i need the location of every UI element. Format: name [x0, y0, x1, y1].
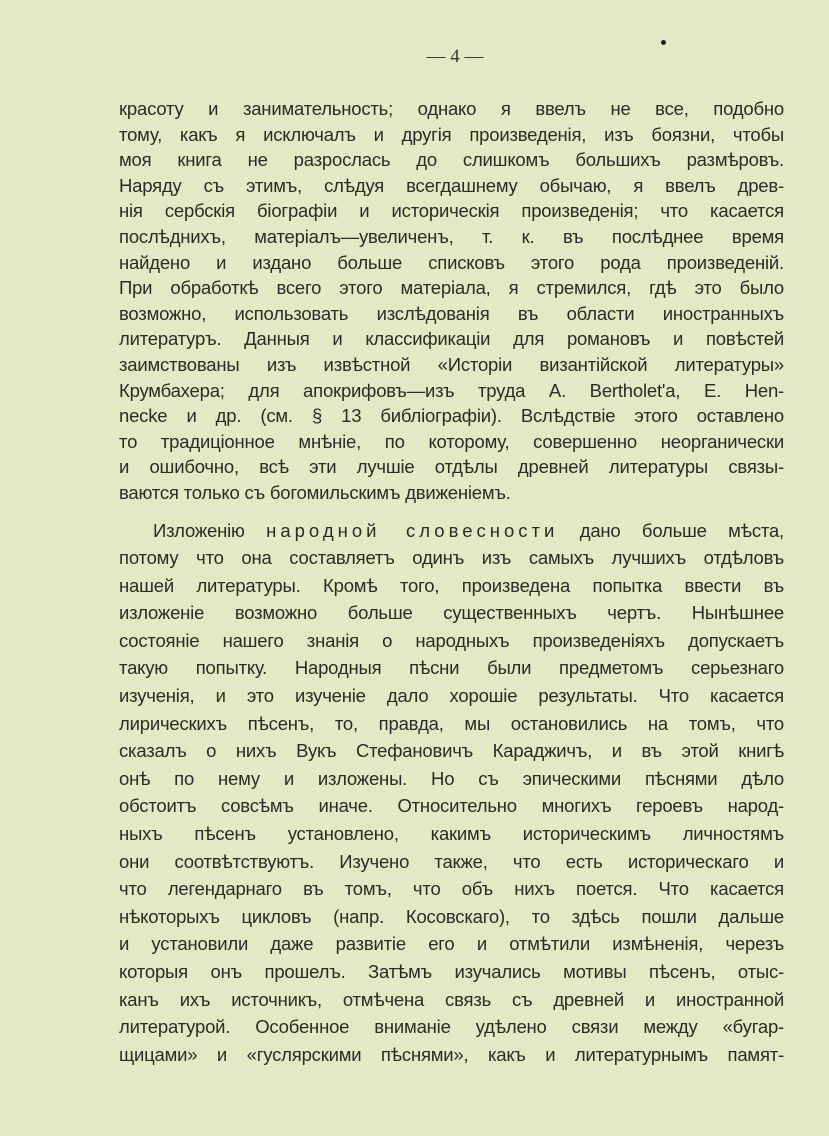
- text-line: тому, какъ я исключалъ и другія произведенія, изъ боязни, чтобы: [119, 123, 784, 145]
- text-line: При обработкѣ всего этого матеріала, я стремился, гдѣ это было: [119, 277, 784, 299]
- text-line: состояніе нашего знанія о народныхъ произведеніяхъ допускаетъ: [119, 629, 784, 651]
- text-line: то традиціонное мнѣніе, по которому, совершенно неорганически: [119, 430, 784, 452]
- text-line: сказалъ о нихъ Вукъ Стефановичъ Караджичъ, и въ этой книгѣ: [119, 740, 784, 762]
- text-line: обстоитъ совсѣмъ иначе. Относительно многихъ героевъ народ-: [119, 795, 784, 817]
- text-line: и установили даже развитіе его и отмѣтили измѣненія, черезъ: [119, 933, 784, 955]
- text-line: красоту и занимательность; однако я ввелъ не все, подобно: [119, 98, 784, 119]
- text-line: и ошибочно, всѣ эти лучшіе отдѣлы древней литературы связы-: [119, 456, 784, 478]
- text-line: потому что она составляетъ одинъ изъ самыхъ лучшихъ отдѣловъ: [119, 547, 784, 569]
- text-line: заимствованы изъ извѣстной «Исторіи византійской литературы»: [119, 353, 784, 375]
- text-line: литературъ. Данныя и классификаціи для романовъ и повѣстей: [119, 328, 784, 350]
- text-line: онѣ по нему и изложены. Но съ эпическими пѣснями дѣло: [119, 767, 784, 789]
- text-line: necke и др. (см. § 13 библіографіи). Вслѣдствіе этого оставлено: [119, 405, 784, 427]
- text-line: ваются только съ богомильскимъ движеніемъ.: [119, 481, 511, 503]
- text-line: изложеніе возможно больше существенныхъ чертъ. Нынѣшнее: [119, 602, 784, 624]
- paragraph-2: [119, 517, 784, 1069]
- text-line: которыя онъ прошелъ. Затѣмъ изучались мотивы пѣсенъ, отыс-: [119, 961, 784, 982]
- text-line: изученія, и это изученіе дало хорошіе результаты. Что касается: [119, 685, 784, 707]
- text-line: моя книга не разрослась до слишкомъ большихъ размѣровъ.: [119, 149, 784, 171]
- text-line: они соотвѣтствуютъ. Изучено также, что есть историческаго и: [119, 850, 784, 872]
- text-line: [119, 517, 784, 545]
- text-line: лирическихъ пѣсенъ, то, правда, мы остановились на томъ, что: [119, 712, 784, 734]
- text-line: канъ ихъ источникъ, отмѣчена связь съ древней и иностранной: [119, 988, 784, 1010]
- text-span: Изложенію: [153, 519, 245, 541]
- text-line: Наряду съ этимъ, слѣдуя всегдашнему обычаю, я ввелъ древ-: [119, 174, 784, 196]
- text-line: нѣкоторыхъ цикловъ (напр. Косовскаго), то здѣсь пошли дальше: [119, 905, 784, 927]
- text-line: литературой. Особенное вниманіе удѣлено связи между «бугар-: [119, 1016, 784, 1038]
- text-line: нія сербскія біографіи и историческія произведенія; что касается: [119, 200, 784, 222]
- text-line: щицами» и «гуслярскими пѣснями», какъ и литературнымъ памят-: [119, 1043, 784, 1065]
- ink-speck: [661, 40, 666, 45]
- emphasized-text: народной словесности: [266, 519, 559, 541]
- page-number: — 4 —: [426, 46, 484, 67]
- text-line: послѣднихъ, матеріалъ—увеличенъ, т. к. въ послѣднее время: [119, 225, 784, 247]
- text-line: возможно, использовать изслѣдованія въ области иностранныхъ: [119, 302, 784, 324]
- body-text: [119, 96, 784, 1068]
- text-line: нашей литературы. Кромѣ того, произведена попытка ввести въ: [119, 574, 784, 596]
- text-line: что легендарнаго въ томъ, что объ нихъ поется. Что касается: [119, 878, 784, 900]
- paragraph-1: [119, 96, 784, 506]
- text-span: дано больше мѣста,: [579, 519, 784, 541]
- text-line: такую попытку. Народныя пѣсни были предметомъ серьезнаго: [119, 657, 784, 679]
- text-line: Крумбахера; для апокрифовъ—изъ труда A. Bertholet'a, E. Hen-: [119, 379, 784, 401]
- text-line: ныхъ пѣсенъ установлено, какимъ историческимъ личностямъ: [119, 823, 784, 845]
- text-line: найдено и издано больше списковъ этого рода произведеній.: [119, 251, 784, 273]
